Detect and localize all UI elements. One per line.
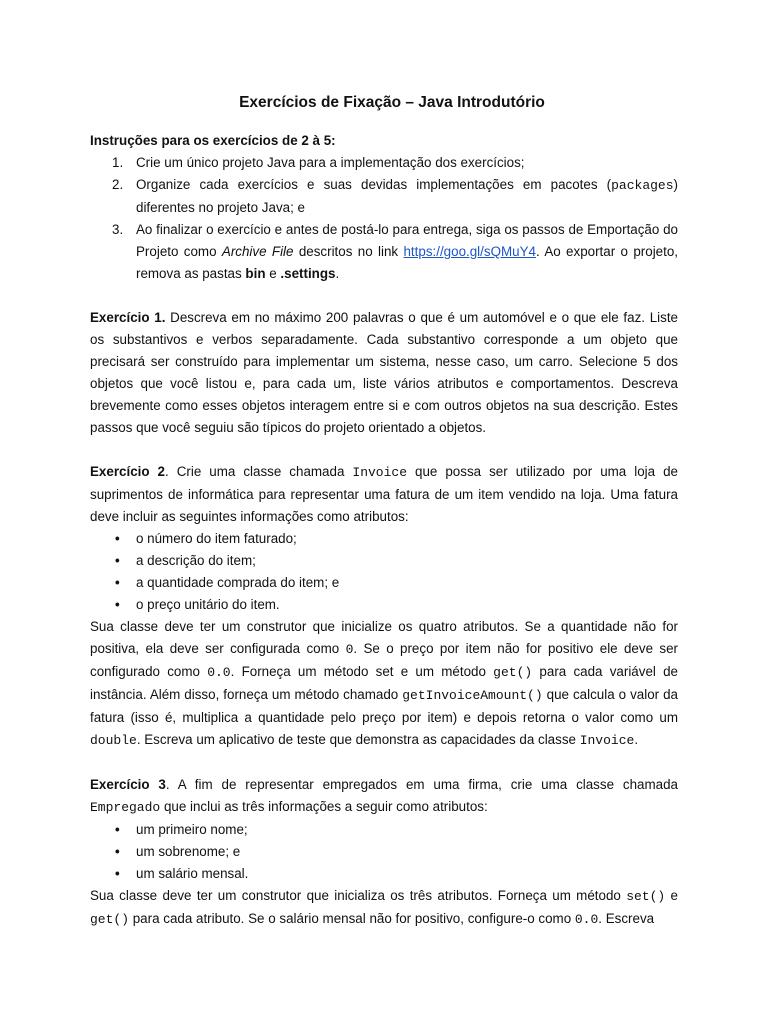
exercise-3-intro: Exercício 3. A fim de representar empregados em uma firma, crie uma classe chamada Empregado que inclui as três informações a seguir como atributos:	[90, 777, 678, 815]
code-packages: packages	[611, 178, 674, 193]
list-item: • um sobrenome; e	[90, 841, 678, 863]
document-content	[90, 92, 678, 931]
instructions-heading: Instruções para os exercícios de 2 à 5:	[90, 133, 336, 148]
list-item: • um primeiro nome;	[90, 819, 678, 841]
list-item: 2. Organize cada exercícios e suas devidas implementações em pacotes (packages) diferentes no projeto Java; e	[112, 177, 678, 215]
exercise-2-intro: Exercício 2. Crie uma classe chamada Invoice que possa ser utilizado por uma loja de suprimentos de informática para representar uma fatura de um item vendido na loja. Uma fatura deve incluir as seguintes informações como atributos:	[90, 464, 678, 524]
export-guide-link[interactable]: https://goo.gl/sQMuY4	[403, 244, 536, 259]
page-title: Exercícios de Fixação – Java Introdutório	[239, 94, 545, 111]
exercise-2-attributes	[90, 528, 678, 616]
exercise-2-label: Exercício 2	[90, 464, 166, 479]
list-item: • um salário mensal.	[90, 863, 678, 885]
exercise-1: Exercício 1. Descreva em no máximo 200 palavras o que é um automóvel e o que ele faz. Liste os substantivos e verbos separadamente. Cada substantivo corresponde a um objeto que precisará ser construído para implementar um sistema, nesse caso, um carro. Selecione 5 dos objetos que você listou e, para cada um, liste vários atributos e comportamentos. Descreva brevemente como esses objetos interagem entre si e com outros objetos na sua descrição. Estes passos que você seguiu são típicos do projeto orientado a objetos.	[90, 310, 678, 435]
list-item: • a quantidade comprada do item; e	[90, 572, 678, 594]
exercise-3-body: Sua classe deve ter um construtor que inicializa os três atributos. Forneça um método set() e get() para cada atributo. Se o salário mensal não for positivo, configure-o como 0.0. Escreva	[90, 888, 678, 927]
exercise-2-body: Sua classe deve ter um construtor que inicialize os quatro atributos. Se a quantidade não for positiva, ela deve ser configurada como 0. Se o preço por item não for positivo ele deve ser configurado como 0.0. Forneça um método set e um método get() para cada variável de instância. Além disso, forneça um método chamado getInvoiceAmount() que calcula o valor da fatura (isso é, multiplica a quantidade pelo preço por item) e depois retorna o valor como um double. Escreva um aplicativo de teste que demonstra as capacidades da classe Invoice.	[90, 619, 678, 748]
exercise-3-attributes	[90, 819, 678, 885]
list-item: 3. Ao finalizar o exercício e antes de postá-lo para entrega, siga os passos de Emportação do Projeto como Archive File descritos no link https://goo.gl/sQMuY4. Ao exportar o projeto, remova as pastas bin e .settings.	[112, 222, 678, 281]
list-item: 1. Crie um único projeto Java para a implementação dos exercícios;	[112, 155, 525, 170]
exercise-1-label: Exercício 1.	[90, 310, 166, 325]
instructions-list	[90, 152, 678, 285]
exercise-3-label: Exercício 3	[90, 777, 166, 792]
list-item: • o número do item faturado;	[90, 528, 678, 550]
list-item: • o preço unitário do item.	[90, 594, 678, 616]
list-item: • a descrição do item;	[90, 550, 678, 572]
